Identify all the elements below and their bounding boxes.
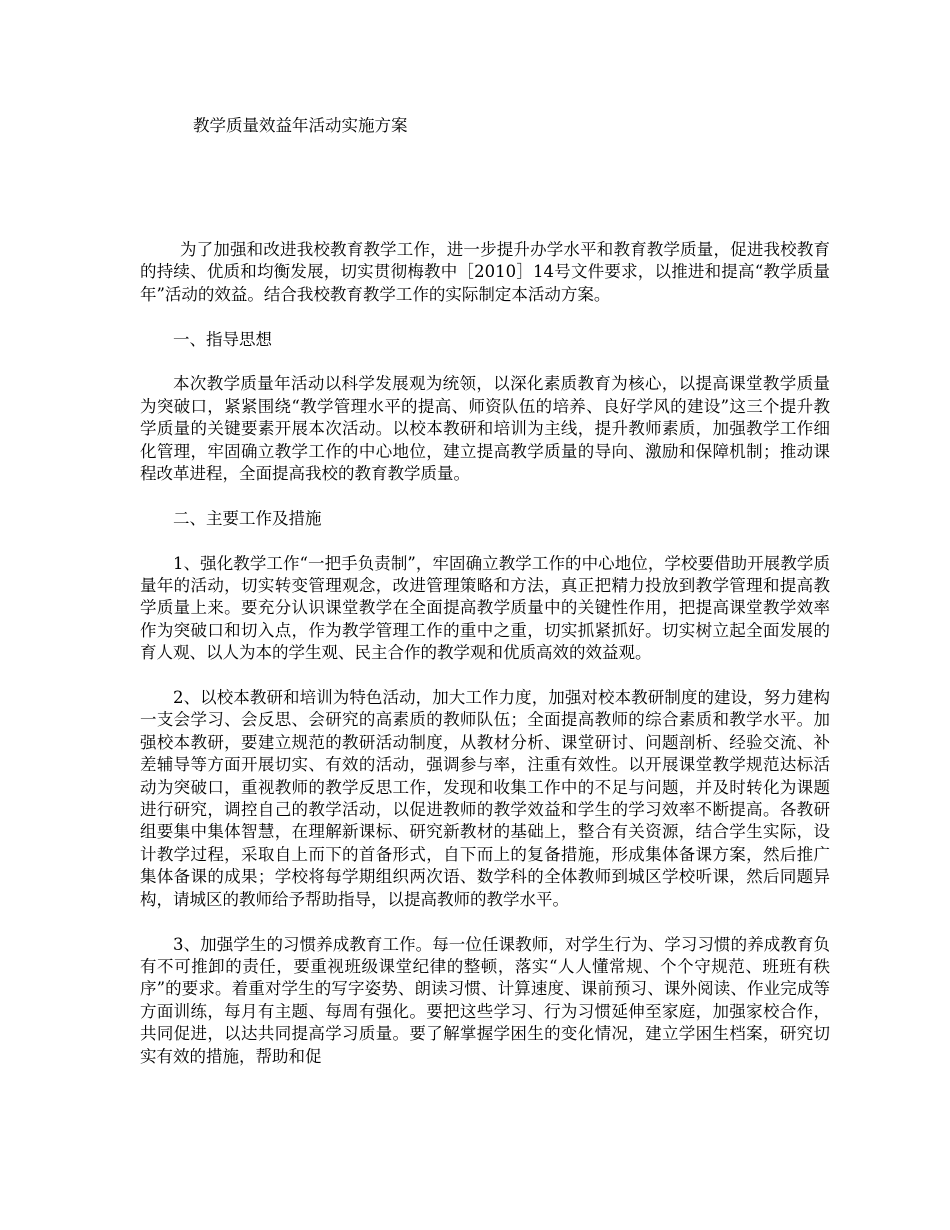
document-title: 教学质量效益年活动实施方案: [193, 116, 408, 135]
intro-paragraph: 为了加强和改进我校教育教学工作，进一步提升办学水平和教育教学质量，促进我校教育的持续、优质和均衡发展，切实贯彻梅教中［2010］14号文件要求，以推进和提高“教学质量年”活动的效益。结合我校教育教学工作的实际制定本活动方案。: [140, 240, 830, 304]
section-heading-main-work: 二、主要工作及措施: [173, 508, 322, 528]
guiding-ideology-paragraph: 本次教学质量年活动以科学发展观为统领，以深化素质教育为核心，以提高课堂教学质量为突破口，紧紧围绕“教学管理水平的提高、师资队伍的培养、良好学风的建设”这三个提升教学质量的关键要素开展本次活动。以校本教研和培训为主线，提升教师素质，加强教学工作细化管理，牢固确立教学工作的中心地位，建立提高教学质量的导向、激励和保障机制；推动课程改革进程，全面提高我校的教育教学质量。: [140, 374, 830, 484]
document-body: [140, 239, 830, 1068]
section-heading-guiding-ideology: 一、指导思想: [173, 329, 272, 349]
measure-item-3: 3、加强学生的习惯养成教育工作。每一位任课教师，对学生行为、学习习惯的养成教育负有不可推卸的责任，要重视班级课堂纪律的整顿，落实“人人懂常规、个个守规范、班班有秩序”的要求。着重对学生的写字姿势、朗读习惯、计算速度、课前预习、课外阅读、作业完成等方面训练，每月有主题、每周有强化。要把这些学习、行为习惯延伸至家庭，加强家校合作，共同促进，以达共同提高学习质量。要了解掌握学困生的变化情况，建立学困生档案，研究切实有效的措施，帮助和促: [140, 934, 830, 1066]
measure-item-1: 1、强化教学工作“一把手负责制”，牢固确立教学工作的中心地位，学校要借助开展教学质量年的活动，切实转变管理观念，改进管理策略和方法，真正把精力投放到教学管理和提高教学质量上来。要充分认识课堂教学在全面提高教学质量中的关键性作用，把提高课堂教学效率作为突破口和切入点，作为教学管理工作的重中之重，切实抓紧抓好。切实树立起全面发展的育人观、以人为本的学生观、民主合作的教学观和优质高效的效益观。: [140, 553, 830, 663]
measure-item-2: 2、以校本教研和培训为特色活动，加大工作力度，加强对校本教研制度的建设，努力建构一支会学习、会反思、会研究的高素质的教师队伍；全面提高教师的综合素质和教学水平。加强校本教研，要建立规范的教研活动制度，从教材分析、课堂研讨、问题剖析、经验交流、补差辅导等方面开展切实、有效的活动，强调参与率，注重有效性。以开展课堂教学规范达标活动为突破口，重视教师的教学反思工作，发现和收集工作中的不足与问题，并及时转化为课题进行研究，调控自己的教学活动，以促进教师的教学效益和学生的学习效率不断提高。各教研组要集中集体智慧，在理解新课标、研究新教材的基础上，整合有关资源，结合学生实际，设计教学过程，采取自上而下的首备形式，自下而上的复备措施，形成集体备课方案，然后推广集体备课的成果；学校将每学期组织两次语、数学科的全体教师到城区学校听课，然后同题异构，请城区的教师给予帮助指导，以提高教师的教学水平。: [140, 688, 830, 909]
